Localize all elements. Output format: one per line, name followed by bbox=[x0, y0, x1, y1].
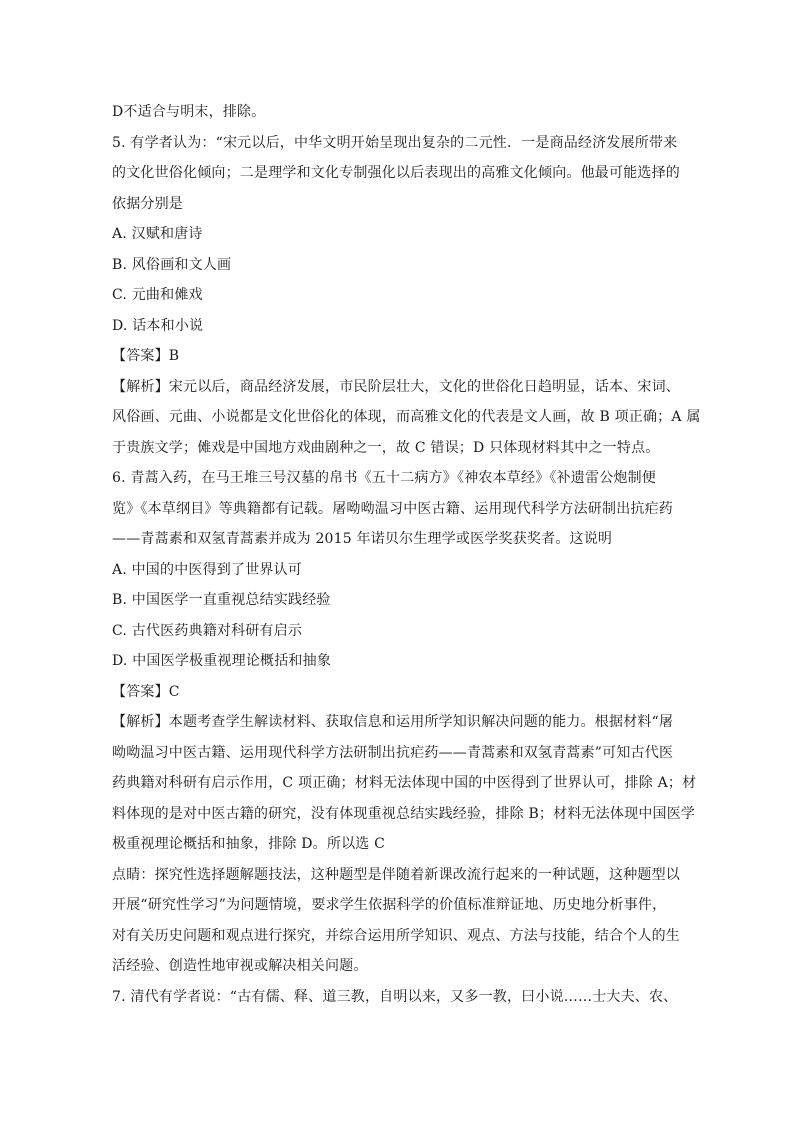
document-body bbox=[112, 97, 701, 1012]
question-7-stem-line: 7. 清代有学者说：“古有儒、释、道三教，自明以来，又多一教，曰小说……士大夫、农、 bbox=[112, 988, 678, 1005]
question-5-analysis-line: 于贵族文学；傩戏是中国地方戏曲剧种之一，故 C 错误；D 只体现材料其中之一特点。 bbox=[112, 439, 660, 456]
question-5-stem-line: 5. 有学者认为：“宋元以后，中华文明开始呈现出复杂的二元性．一是商品经济发展所带来 bbox=[112, 134, 678, 151]
text-line: D不适合与明末，排除。 bbox=[112, 104, 266, 120]
tip-line: 对有关历史问题和观点进行探究，并综合运用所学知识、观点、方法与技能，结合个人的生 bbox=[112, 927, 680, 944]
question-6-stem-line: 6. 青蒿入药，在马王堆三号汉墓的帛书《五十二病方》《神农本草经》《补遗雷公炮制便 bbox=[112, 470, 657, 486]
tip-line: 开展“研究性学习”为问题情境，要求学生依据科学的价值标准辩证地、历史地分析事件， bbox=[112, 897, 667, 913]
question-6-option-a: A. 中国的中医得到了世界认可 bbox=[112, 561, 303, 578]
tip-line: 活经验、创造性地审视或解决相关问题。 bbox=[112, 958, 368, 974]
question-6-analysis-line: 呦呦温习中医古籍、运用现代科学方法研制出抗疟药——青蒿素和双氢青蒿素”可知古代医 bbox=[112, 744, 674, 761]
question-6-stem-line: 览》《本草纲目》等典籍都有记载。屠呦呦温习中医古籍、运用现代科学方法研制出抗疟药 bbox=[112, 500, 673, 517]
question-6-option-c: C. 古代医药典籍对科研有启示 bbox=[112, 622, 303, 639]
question-6-analysis-line: 极重视理论概括和抽象，排除 D。所以选 C bbox=[112, 836, 386, 852]
question-6-analysis-line: 【解析】本题考查学生解读材料、获取信息和运用所学知识解决问题的能力。根据材料“屠 bbox=[112, 714, 674, 730]
question-5-stem-line: 的文化世俗化倾向；二是理学和文化专制强化以后表现出的高雅文化倾向。他最可能选择的 bbox=[112, 165, 680, 181]
question-5-analysis-line: 【解析】宋元以后，商品经济发展，市民阶层壮大，文化的世俗化日趋明显，话本、宋词、 bbox=[112, 378, 680, 395]
question-5-option-b: B. 风俗画和文人画 bbox=[112, 256, 232, 273]
question-6-option-b: B. 中国医学一直重视总结实践经验 bbox=[112, 592, 331, 608]
question-6-answer: 【答案】C bbox=[112, 683, 180, 700]
question-5-option-c: C. 元曲和傩戏 bbox=[112, 287, 203, 303]
tip-line: 点睛：探究性选择题解题技法，这种题型是伴随着新课改流行起来的一种试题，这种题型以 bbox=[112, 866, 680, 883]
question-6-analysis-line: 药典籍对科研有启示作用，C 项正确；材料无法体现中国的中医得到了世界认可，排除 A；材 bbox=[112, 775, 697, 791]
question-6-option-d: D. 中国医学极重视理论概括和抽象 bbox=[112, 653, 332, 669]
question-5-answer: 【答案】B bbox=[112, 348, 180, 364]
question-6-stem-line: ——青蒿素和双氢青蒿素并成为 2015 年诺贝尔生理学或医学奖获奖者。这说明 bbox=[112, 531, 613, 547]
question-5-option-a: A. 汉赋和唐诗 bbox=[112, 226, 203, 242]
question-5-analysis-line: 风俗画、元曲、小说都是文化世俗化的体现，而高雅文化的代表是文人画，故 B 项正确；A 属 bbox=[112, 409, 701, 425]
question-5-option-d: D. 话本和小说 bbox=[112, 317, 204, 334]
question-6-analysis-line: 料体现的是对中医古籍的研究，没有体现重视总结实践经验，排除 B；材料无法体现中国医学 bbox=[112, 805, 696, 822]
question-5-stem-line: 依据分别是 bbox=[112, 195, 183, 212]
